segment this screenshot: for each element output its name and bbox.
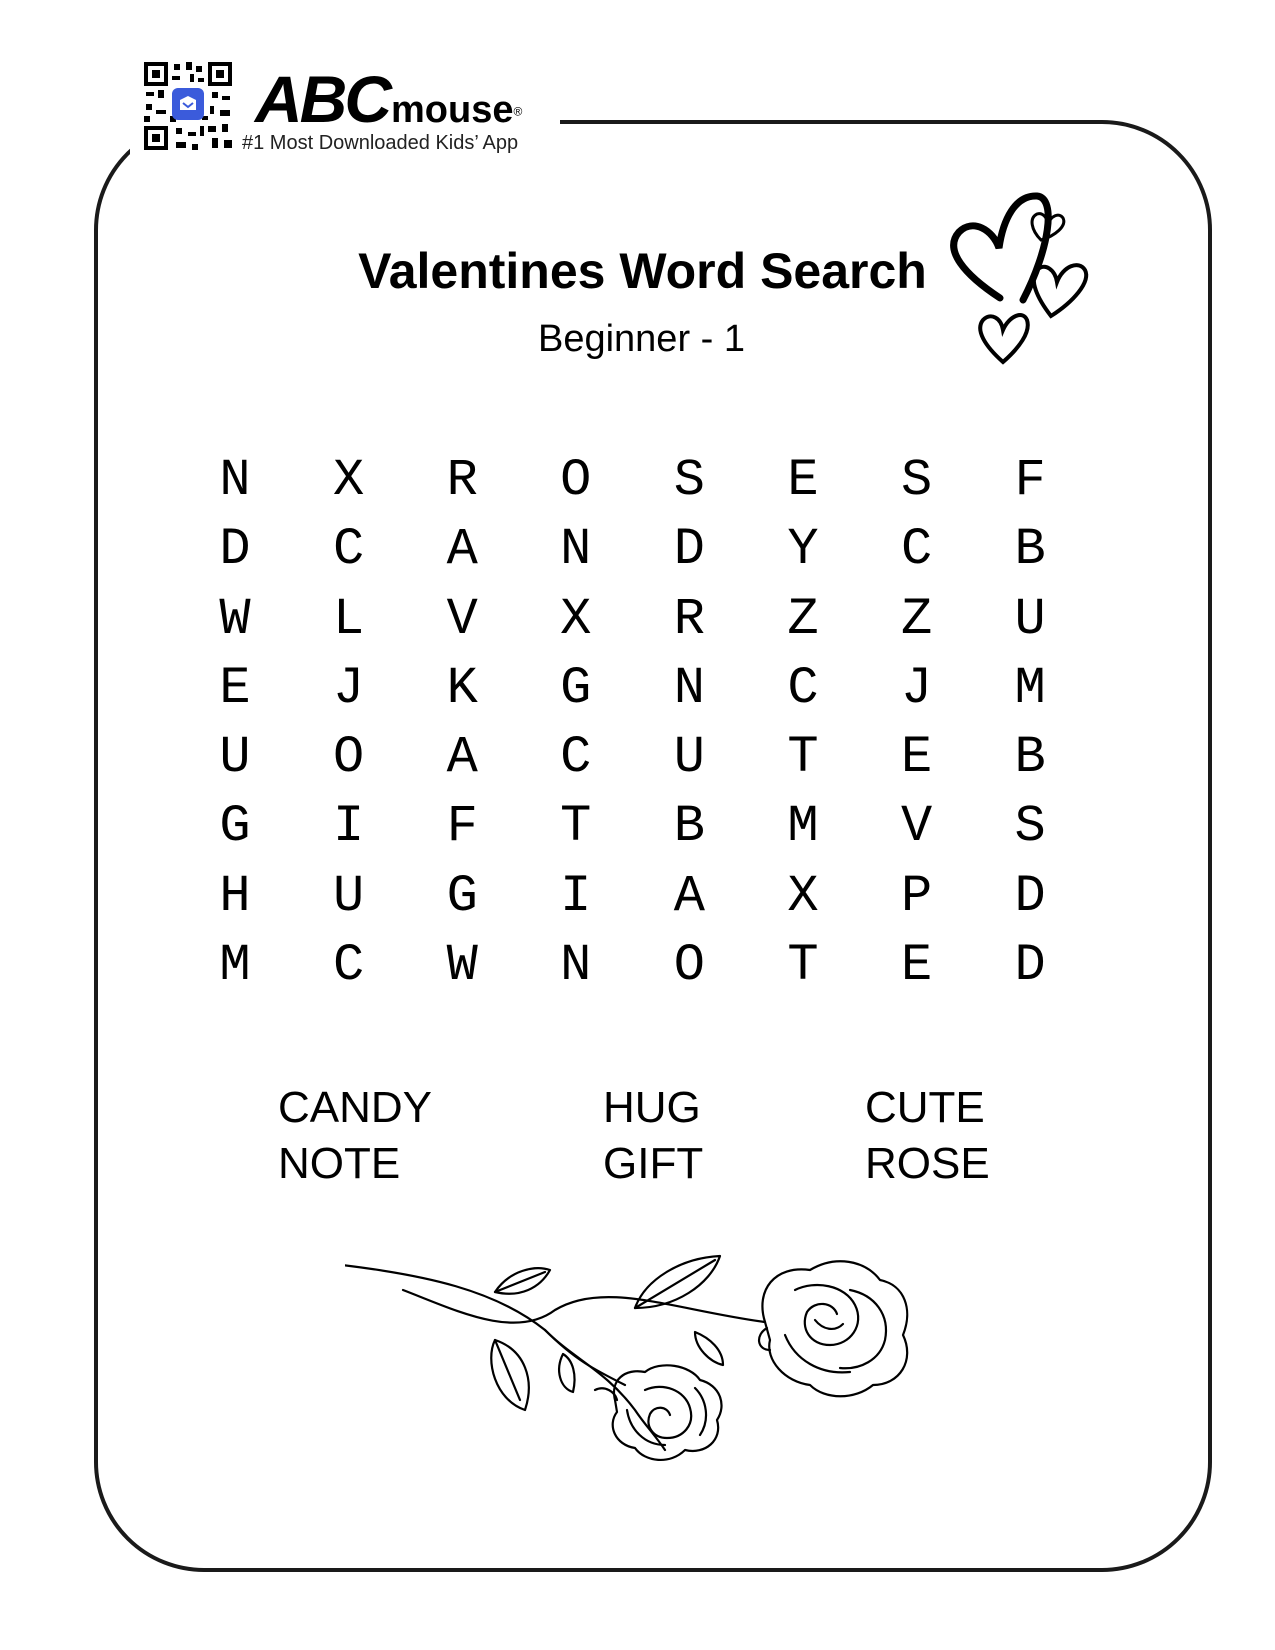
grid-letter[interactable]: E [900, 728, 933, 788]
grid-letter[interactable]: W [219, 589, 251, 649]
grid-letter[interactable]: P [900, 866, 933, 926]
grid-letter[interactable]: V [900, 797, 933, 857]
grid-letter[interactable]: E [900, 936, 933, 996]
grid-letter[interactable]: O [332, 728, 365, 788]
grid-letter[interactable]: W [446, 936, 478, 996]
page-subtitle: Beginner - 1 [537, 318, 745, 360]
qr-code-icon[interactable] [142, 60, 234, 152]
grid-letter[interactable]: Z [900, 589, 933, 649]
grid-letter[interactable]: X [332, 451, 365, 510]
grid-letter[interactable]: B [673, 797, 705, 857]
grid-letter[interactable]: U [1014, 589, 1046, 649]
grid-letter[interactable]: F [1014, 451, 1046, 510]
grid-letter[interactable]: T [787, 936, 819, 996]
grid-letter[interactable]: J [900, 658, 933, 718]
grid-letter[interactable]: C [332, 936, 365, 996]
hearts-icon [945, 190, 1140, 380]
logo-abc-text: ABC [255, 62, 389, 136]
grid-letter[interactable]: M [1014, 658, 1046, 718]
grid-letter[interactable]: G [560, 658, 592, 718]
grid-letter[interactable]: S [673, 451, 705, 510]
grid-letter[interactable]: A [673, 866, 705, 926]
word-list-item: HUG [603, 1083, 701, 1132]
grid-letter[interactable]: U [673, 728, 705, 788]
grid-letter[interactable]: J [332, 658, 365, 718]
grid-letter[interactable]: X [560, 589, 592, 649]
grid-letter[interactable]: I [332, 797, 365, 857]
page-title: Valentines Word Search [358, 243, 927, 299]
word-list-item: NOTE [278, 1139, 401, 1188]
word-list-item: ROSE [865, 1139, 990, 1188]
grid-letter[interactable]: G [219, 797, 251, 857]
grid-letter[interactable]: G [446, 866, 478, 926]
grid-letter[interactable]: Y [787, 520, 819, 580]
grid-letter[interactable]: A [446, 728, 478, 788]
grid-letter[interactable]: F [446, 797, 478, 857]
word-search-grid[interactable] [200, 446, 1080, 1000]
grid-letter[interactable]: H [219, 866, 251, 926]
word-list-item: GIFT [603, 1139, 704, 1188]
grid-letter[interactable]: S [1014, 797, 1046, 857]
grid-letter[interactable]: N [219, 451, 251, 510]
grid-letter[interactable]: N [560, 936, 592, 996]
grid-letter[interactable]: D [1014, 866, 1046, 926]
word-list-item: CUTE [865, 1083, 985, 1132]
grid-letter[interactable]: C [787, 658, 819, 718]
grid-letter[interactable]: A [446, 520, 478, 580]
grid-letter[interactable]: S [900, 451, 933, 510]
grid-letter[interactable]: V [446, 589, 478, 649]
logo-tagline: #1 Most Downloaded Kids’ App [242, 132, 519, 154]
grid-letter[interactable]: M [219, 936, 251, 996]
rose-illustration [345, 1250, 945, 1530]
grid-letter[interactable]: N [560, 520, 592, 580]
grid-letter[interactable]: C [900, 520, 933, 580]
logo-mouse-text: mouse [391, 89, 514, 131]
grid-letter[interactable]: N [673, 658, 705, 718]
grid-letter[interactable]: O [560, 451, 592, 510]
grid-letter[interactable]: R [446, 451, 478, 510]
logo-registered-mark: ® [513, 104, 523, 119]
grid-letter[interactable]: T [787, 728, 819, 788]
grid-letter[interactable]: E [219, 658, 251, 718]
grid-letter[interactable]: E [787, 451, 819, 510]
grid-letter[interactable]: C [560, 728, 592, 788]
grid-letter[interactable]: L [332, 589, 365, 649]
grid-letter[interactable]: B [1014, 728, 1046, 788]
grid-letter[interactable]: C [332, 520, 365, 580]
grid-letter[interactable]: D [1014, 936, 1046, 996]
grid-letter[interactable]: T [560, 797, 592, 857]
grid-letter[interactable]: X [787, 866, 819, 926]
grid-letter[interactable]: Z [787, 589, 819, 649]
grid-letter[interactable]: U [332, 866, 365, 926]
grid-letter[interactable]: K [446, 658, 478, 718]
grid-letter[interactable]: B [1014, 520, 1046, 580]
grid-letter[interactable]: I [560, 866, 592, 926]
word-list [278, 1080, 1058, 1192]
grid-letter[interactable]: O [673, 936, 705, 996]
grid-letter[interactable]: D [219, 520, 251, 580]
grid-letter[interactable]: M [787, 797, 819, 857]
word-list-item: CANDY [278, 1083, 433, 1132]
grid-letter[interactable]: D [673, 520, 705, 580]
grid-letter[interactable]: R [673, 589, 705, 649]
grid-letter[interactable]: U [219, 728, 251, 788]
